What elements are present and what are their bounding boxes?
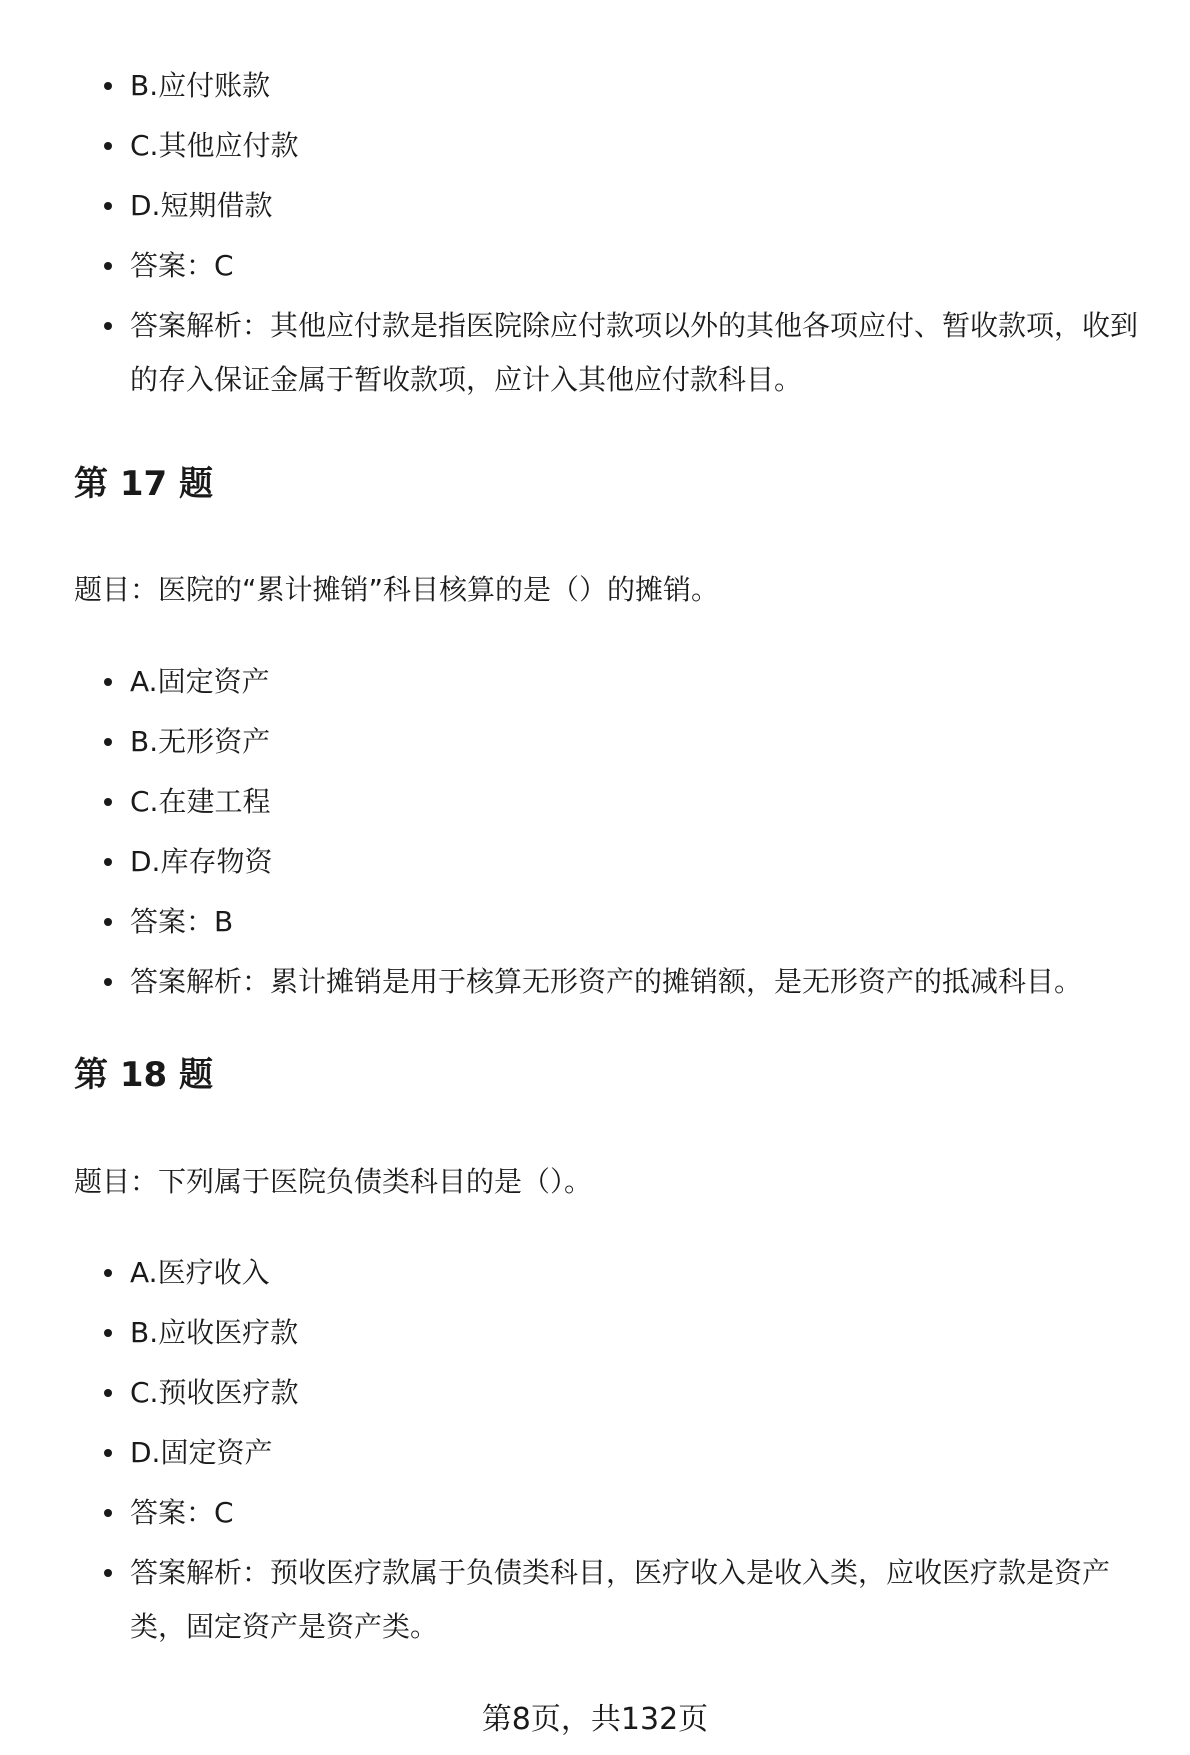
bullet-icon (104, 858, 112, 866)
q18-options (100, 1243, 1160, 1654)
bullet-icon (104, 978, 112, 986)
explanation-item: 答案解析：其他应付款是指医院除应付款项以外的其他各项应付、暂收款项，收到的存入保证金属于暂收款项，应计入其他应付款科目。 (100, 296, 1160, 407)
answer-item: 答案：C (100, 1483, 1160, 1543)
question-stem: 题目：下列属于医院负债类科目的是（）。 (74, 1165, 593, 1198)
bullet-icon (104, 738, 112, 746)
bullet-icon (104, 1269, 112, 1277)
option-item: C.预收医疗款 (100, 1363, 1160, 1423)
option-item: D.短期借款 (100, 176, 1160, 236)
bullet-icon (104, 1509, 112, 1517)
option-item: B.应付账款 (100, 56, 1160, 116)
bullet-icon (104, 1449, 112, 1457)
answer-item: 答案：C (100, 236, 1160, 296)
option-item: B.应收医疗款 (100, 1303, 1160, 1363)
question-heading: 第 17 题 (74, 464, 213, 504)
option-item: B.无形资产 (100, 712, 1160, 772)
bullet-icon (104, 82, 112, 90)
page-number: 第8页，共132页 (481, 1702, 709, 1737)
bullet-icon (104, 918, 112, 926)
bullet-icon (104, 1569, 112, 1577)
bullet-icon (104, 202, 112, 210)
bullet-icon (104, 678, 112, 686)
explanation-item: 答案解析：预收医疗款属于负债类科目，医疗收入是收入类，应收医疗款是资产类，固定资产是资产类。 (100, 1543, 1160, 1654)
bullet-icon (104, 262, 112, 270)
bullet-icon (104, 798, 112, 806)
q17-options (100, 652, 1160, 1012)
explanation-item: 答案解析：累计摊销是用于核算无形资产的摊销额，是无形资产的抵减科目。 (100, 952, 1160, 1012)
option-item: D.固定资产 (100, 1423, 1160, 1483)
prev-question-options (100, 56, 1160, 407)
option-item: C.其他应付款 (100, 116, 1160, 176)
question-stem: 题目：医院的“累计摊销”科目核算的是（）的摊销。 (74, 573, 720, 606)
option-item: A.固定资产 (100, 652, 1160, 712)
bullet-icon (104, 1329, 112, 1337)
bullet-icon (104, 322, 112, 330)
bullet-icon (104, 142, 112, 150)
option-item: A.医疗收入 (100, 1243, 1160, 1303)
bullet-icon (104, 1389, 112, 1397)
option-item: C.在建工程 (100, 772, 1160, 832)
answer-item: 答案：B (100, 892, 1160, 952)
question-heading: 第 18 题 (74, 1055, 213, 1095)
option-item: D.库存物资 (100, 832, 1160, 892)
